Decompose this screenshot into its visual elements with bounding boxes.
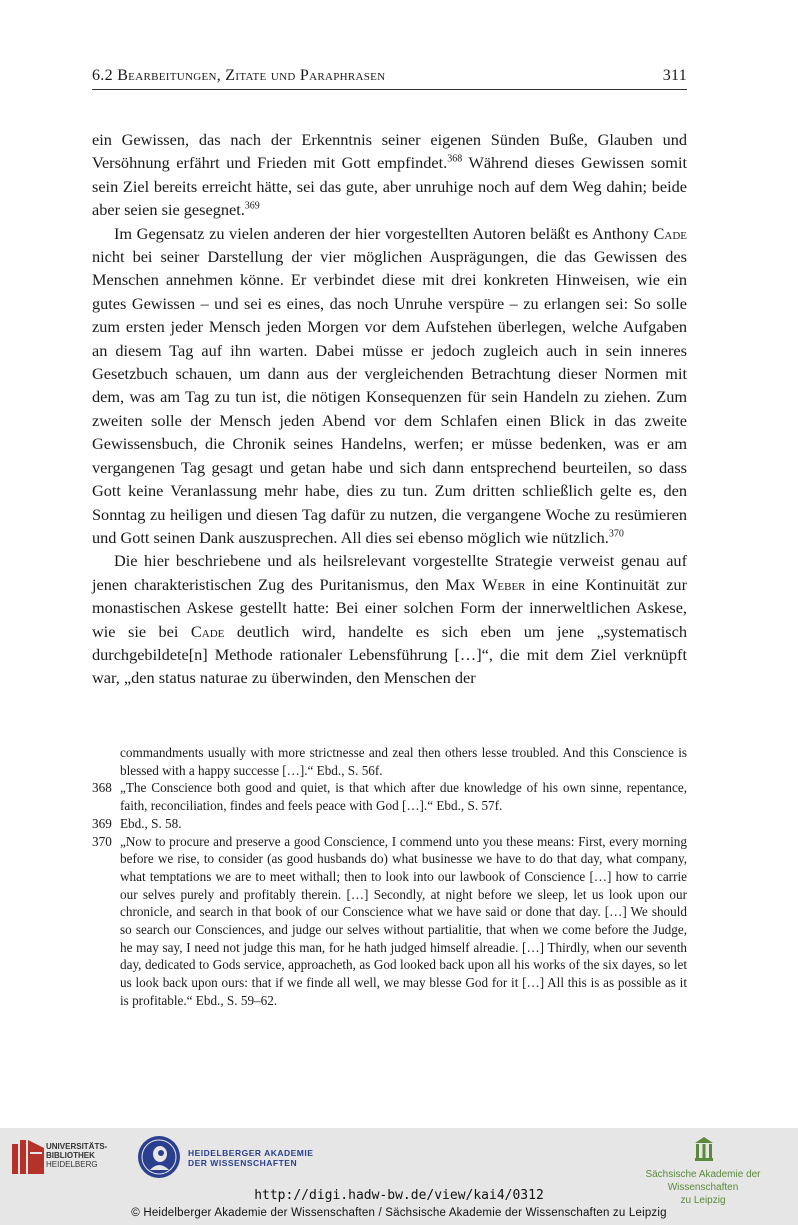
saw-building-icon <box>694 1136 714 1162</box>
footnote-370: 370 „Now to procure and preserve a good Conscience, I commend unto you these means: First, every morning before we rise, to consider (as good husbands do) what businesse we have to do that day, what company, what temptations we are to meet withall; then to look into our lawbook of Conscience […] how to carrie our selves purely and profitably therein. […] Secondly, at night before we sleep, let us look upon our chronicle, and search in that book of our Conscience what we have said or done that day. […] We should so search our Consciences, and judge our selves without partialitie, that when we come before the Judge, he may say, I need not judge this man, for he hath judged himself alreadie. […] Thirdly, when our seventh day, dedicated to Gods service, approacheth, as God looked back upon all his works of the six dayes, so let us look back upon ours: that if we finde all well, we may blesse God for it […] All this is as possible as it is profitable.“ Ebd., S. 59–62. <box>92 833 687 1008</box>
footnote-continued: commandments usually with more strictnesse and zeal then others lesse troubled. And this Conscience is blessed with a happy successe […].“ Ebd., S. 56f. <box>120 745 687 778</box>
paragraph-3: Die hier beschriebene und als heilsrelevant vorgestellte Strategie verweist genau auf jenen charakteristischen Zug des Puritanismus, den Max Weber in eine Kontinuität zur monastischen Askese gestellt hatte: Bei einer solchen Form der innerweltlichen Askese, wie sie bei Cade deutlich wird, handelte es sich eben um jene „systematisch durchgebildete[n] Methode rationaler Lebensführung […]“, die mit dem Ziel verknüpft war, „den status naturae zu überwinden, den Menschen der <box>92 551 687 688</box>
ub-logo-text: UNIVERSITÄTS- BIBLIOTHEK HEIDELBERG <box>46 1142 108 1169</box>
running-header <box>92 63 687 90</box>
author-name-cade: Cade <box>653 223 687 243</box>
footnote-ref-368[interactable]: 368 <box>447 153 463 165</box>
saw-logo-text: Sächsische Akademie der Wissenschaften zu Leipzig <box>645 1169 761 1206</box>
author-name-weber: Weber <box>482 574 526 594</box>
footnote-ref-369[interactable]: 369 <box>244 200 260 212</box>
chapter-title: 6.2 Bearbeitungen, Zitate und Paraphrasen <box>92 67 386 84</box>
page-number: 311 <box>662 67 687 84</box>
haw-seal-icon <box>136 1134 182 1180</box>
paragraph-2: Im Gegensatz zu vielen anderen der hier vorgestellten Autoren beläßt es Anthony Cade nicht bei seiner Darstellung der vier möglichen Ausprägungen, die das Gewissen des Menschen annehmen könne. Er verbindet diese mit drei konkreten Hinweisen, wie ein gutes Gewissen – und sei es eines, das noch Unruhe verspüre – zu erlangen sei: So solle zum ersten jeder Mensch jeden Morgen vor dem Aufstehen überlegen, welche Aufgaben an diesem Tag auf ihn warten. Dabei müsse er jedoch zugleich auch in sein inneres Gesetzbuch schauen, um dann aus der vergleichenden Betrachtung dieser Normen mit dem, was am Tag zu tun ist, die nötigen Konsequenzen für sein Handeln zu ziehen. Zum zweiten solle der Mensch jeden Abend vor dem Schlafen einen Blick in das zweite Gewissensbuch, die Chronik seines Handelns, werfen; er müsse bedenken, was er am vergangenen Tag gesagt und getan habe und sich dann entsprechend beurteilen, so dass Gott keine Veranlassung mehr habe, dies zu tun. Zum dritten schließlich gelte es, den Sonntag zu heiligen und diesen Tag dafür zu nutzen, die vergangene Woche zu resümieren und Gott seinen Dank auszusprechen. All dies sei ebenso möglich wie nützlich.$^{370}$ <box>92 223 687 547</box>
copyright-notice: © Heidelberger Akademie der Wissenschaften / Sächsische Akademie der Wissenschaften zu Leipzig <box>131 1207 667 1219</box>
viewer-footer <box>0 1128 798 1225</box>
footnote-ref-370[interactable]: 370 <box>608 528 624 540</box>
paragraph-1: ein Gewissen, das nach der Erkenntnis seiner eigenen Sünden Buße, Glauben und Versöhnung erfährt und Frieden mit Gott empfindet.$^{368}$ Während dieses Gewissen somit sein Ziel bereits erreicht hätte, sei das gute, aber unruhige noch auf dem Weg dahin; beide aber seien sie gesegnet.$^{369}$ <box>92 130 687 220</box>
permalink-url[interactable]: http://digi.hadw-bw.de/view/kai4/0312 <box>254 1188 544 1203</box>
footnote-369: 369 Ebd., S. 58. <box>92 815 182 831</box>
haw-logo-text: HEIDELBERGER AKADEMIE DER WISSENSCHAFTEN <box>188 1148 314 1168</box>
footnote-368: 368 „The Conscience both good and quiet, is that which after due knowledge of his own sinne, repentance, faith, reconciliation, findes and feels peace with God […].“ Ebd., S. 57f. <box>92 780 687 814</box>
footnotes <box>92 744 687 1010</box>
author-name-cade: Cade <box>190 621 225 641</box>
main-text <box>92 128 687 690</box>
